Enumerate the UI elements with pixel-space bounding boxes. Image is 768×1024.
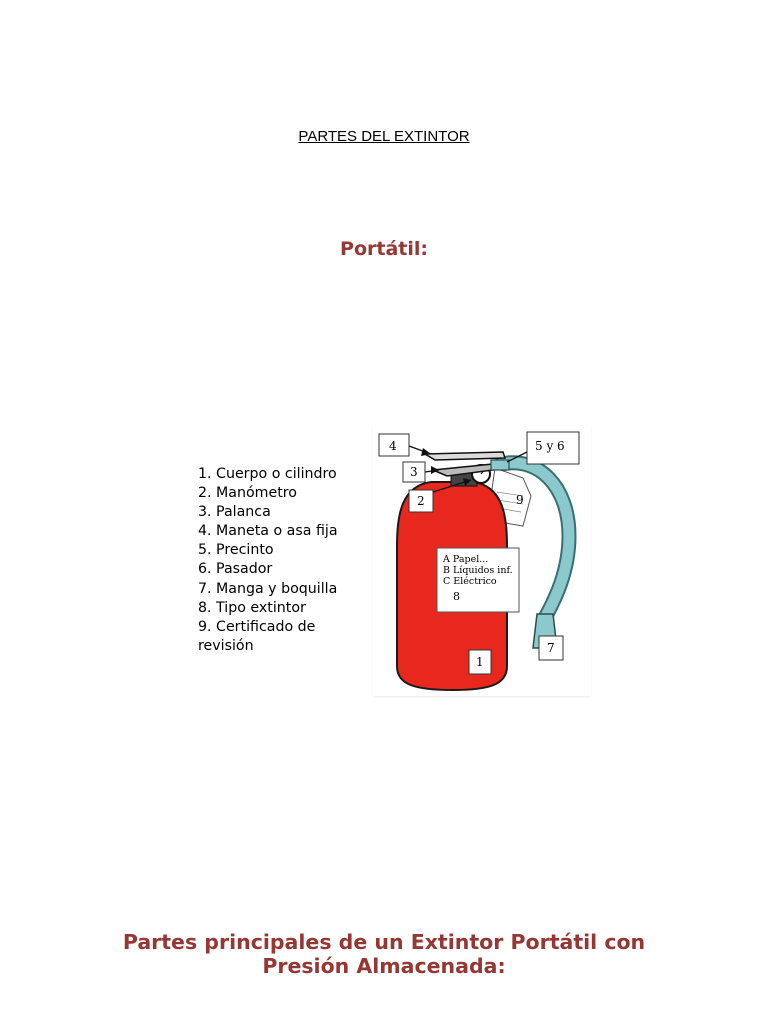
extinguisher-illustration bbox=[373, 426, 591, 696]
callout-7: 7 bbox=[547, 641, 555, 655]
hose-coupling bbox=[491, 460, 509, 470]
callout-9: 9 bbox=[516, 493, 524, 507]
callout-1: 1 bbox=[476, 655, 484, 669]
callout-4: 4 bbox=[389, 439, 397, 453]
footer-heading-line-2: Presión Almacenada: bbox=[262, 954, 506, 978]
extinguisher-diagram bbox=[373, 426, 591, 696]
footer-heading bbox=[0, 930, 768, 978]
callout-5-y-6: 5 y 6 bbox=[535, 439, 565, 453]
label-line-c: C Eléctrico bbox=[443, 576, 497, 587]
label-line-b: B Líquidos inf. bbox=[443, 565, 513, 576]
fixed-handle bbox=[425, 452, 505, 460]
parts-list-item: 8. Tipo extintor bbox=[198, 599, 306, 616]
document-title: PARTES DEL EXTINTOR bbox=[298, 128, 470, 145]
callout-2: 2 bbox=[417, 494, 425, 508]
section-heading: Portátil: bbox=[340, 238, 428, 260]
label-line-a: A Papel... bbox=[443, 554, 489, 565]
parts-list-item: 5. Precinto bbox=[198, 542, 274, 559]
parts-list-item: 2. Manómetro bbox=[198, 485, 297, 502]
parts-list-item: 4. Maneta o asa fija bbox=[198, 523, 338, 540]
callout-8: 8 bbox=[453, 590, 460, 603]
parts-list-item: 6. Pasador bbox=[198, 561, 273, 578]
parts-list bbox=[198, 465, 368, 656]
footer-heading-line-1: Partes principales de un Extintor Portátil con bbox=[122, 930, 646, 954]
parts-list-item: 7. Manga y boquilla bbox=[198, 580, 338, 597]
parts-list-item: 9. Certificado de revisión bbox=[198, 618, 316, 654]
parts-list-item: 3. Palanca bbox=[198, 504, 271, 521]
callout-3: 3 bbox=[410, 465, 418, 479]
parts-list-item: 1. Cuerpo o cilindro bbox=[198, 466, 337, 482]
